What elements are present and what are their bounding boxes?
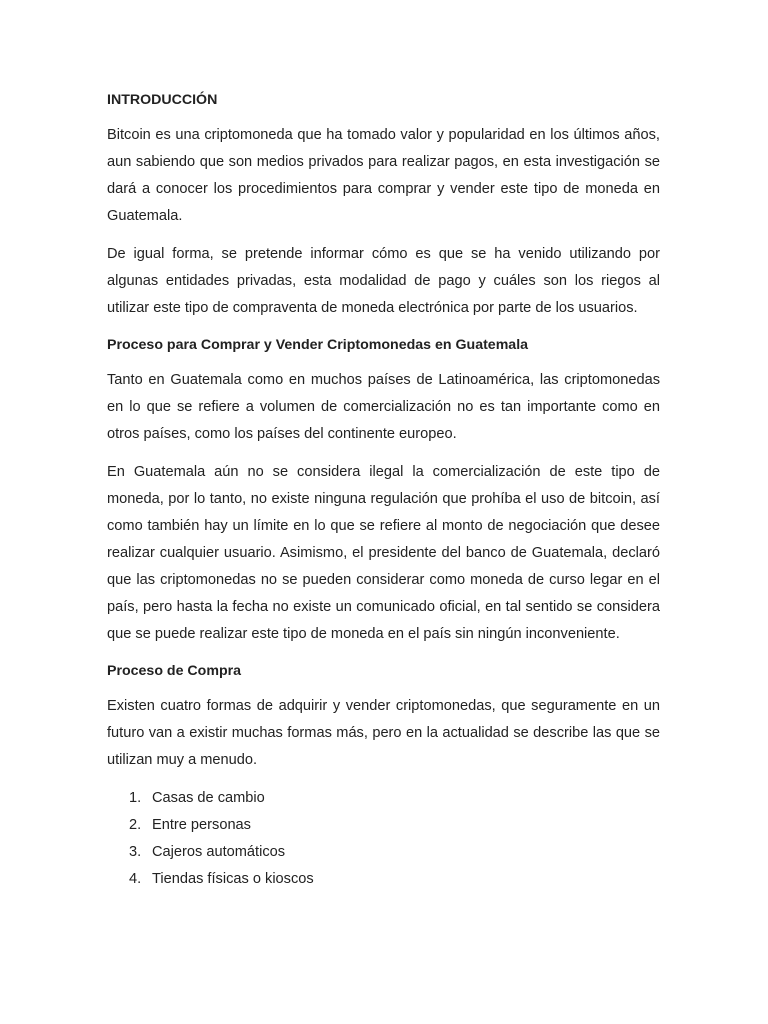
intro-paragraph-1: Bitcoin es una criptomoneda que ha tomado valor y popularidad en los últimos años, aun sabiendo que son medios privados para realizar pagos, en esta investigación se dará a conocer los procedimientos para comprar y vender este tipo de moneda en Guatemala. bbox=[107, 127, 660, 224]
intro-heading: INTRODUCCIÓN bbox=[107, 92, 218, 108]
process-heading: Proceso para Comprar y Vender Criptomonedas en Guatemala bbox=[107, 337, 529, 353]
document-page bbox=[107, 88, 660, 893]
list-item bbox=[129, 785, 660, 812]
list-item bbox=[129, 839, 660, 866]
list-item-number: 2. bbox=[129, 817, 142, 833]
list-item-text: Tiendas físicas o kioscos bbox=[152, 871, 314, 887]
list-item-text: Casas de cambio bbox=[152, 790, 265, 806]
list-item-number: 4. bbox=[129, 871, 142, 887]
purchase-methods-list bbox=[107, 785, 660, 893]
list-item-text: Cajeros automáticos bbox=[152, 844, 286, 860]
process-paragraph-2: En Guatemala aún no se considera ilegal la comercialización de este tipo de moneda, por lo tanto, no existe ninguna regulación que prohíba el uso de bitcoin, así como también hay un límite en lo que se refiere al monto de negociación que desee realizar cualquier usuario. Asimismo, el presidente del banco de Guatemala, declaró que las criptomonedas no se pueden considerar como moneda de curso legar en el país, pero hasta la fecha no existe un comunicado oficial, en tal sentido se considera que se puede realizar este tipo de moneda en el país sin ningún inconveniente. bbox=[107, 464, 660, 642]
list-item bbox=[129, 812, 660, 839]
list-item bbox=[129, 866, 660, 893]
purchase-paragraph-1: Existen cuatro formas de adquirir y vender criptomonedas, que seguramente en un futuro van a existir muchas formas más, pero en la actualidad se describe las que se utilizan muy a menudo. bbox=[107, 698, 660, 768]
list-item-number: 1. bbox=[129, 790, 142, 806]
list-item-number: 3. bbox=[129, 844, 142, 860]
process-paragraph-1: Tanto en Guatemala como en muchos países de Latinoamérica, las criptomonedas en lo que se refiere a volumen de comercialización no es tan importante como en otros países, como los países del continente europeo. bbox=[107, 372, 660, 442]
purchase-heading: Proceso de Compra bbox=[107, 663, 242, 679]
list-item-text: Entre personas bbox=[152, 817, 251, 833]
intro-paragraph-2: De igual forma, se pretende informar cómo es que se ha venido utilizando por algunas entidades privadas, esta modalidad de pago y cuáles son los riegos al utilizar este tipo de compraventa de moneda electrónica por parte de los usuarios. bbox=[107, 246, 660, 316]
